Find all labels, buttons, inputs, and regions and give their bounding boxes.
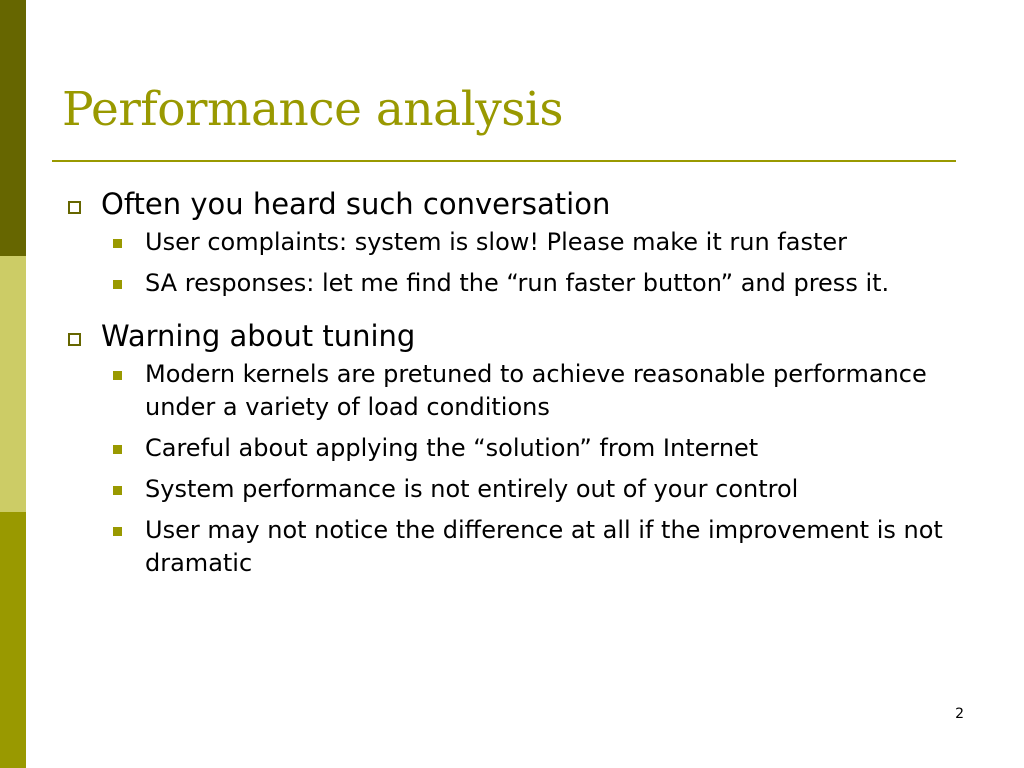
sub-bullet-item [111,473,966,506]
filled-square-bullet-icon [113,280,122,289]
sub-bullet-text: Modern kernels are pretuned to achieve reasonable performance under a variety of load conditions [145,360,927,421]
slide-title: Performance analysis [62,82,564,137]
sub-bullet-item [111,226,966,259]
sub-bullet-text: User may not notice the difference at all if the improvement is not dramatic [145,516,943,577]
sidebar-stripe-bottom [0,512,26,768]
sub-bullet-item [111,432,966,465]
filled-square-bullet-icon [113,527,122,536]
bullet-item [66,186,966,222]
sidebar-stripe-top [0,0,26,256]
sub-bullet-text: User complaints: system is slow! Please make it run faster [145,228,847,256]
sub-bullet-text: SA responses: let me find the “run faster button” and press it. [145,269,890,297]
bullet-text: Warning about tuning [101,319,416,353]
sidebar-stripe-middle [0,256,26,512]
sub-bullet-text: System performance is not entirely out of your control [145,475,799,503]
title-divider [52,160,956,162]
sub-bullet-text: Careful about applying the “solution” from Internet [145,434,759,462]
sub-bullet-list [111,358,966,580]
filled-square-bullet-icon [113,239,122,248]
sub-bullet-list [111,226,966,300]
sub-bullet-item [111,358,966,424]
hollow-square-bullet-icon [68,333,81,346]
filled-square-bullet-icon [113,371,122,380]
filled-square-bullet-icon [113,445,122,454]
bullet-item [66,318,966,354]
page-number: 2 [955,706,964,722]
sub-bullet-item [111,267,966,300]
filled-square-bullet-icon [113,486,122,495]
hollow-square-bullet-icon [68,201,81,214]
slide-body [66,186,966,580]
sub-bullet-item [111,514,966,580]
bullet-text: Often you heard such conversation [101,187,611,221]
